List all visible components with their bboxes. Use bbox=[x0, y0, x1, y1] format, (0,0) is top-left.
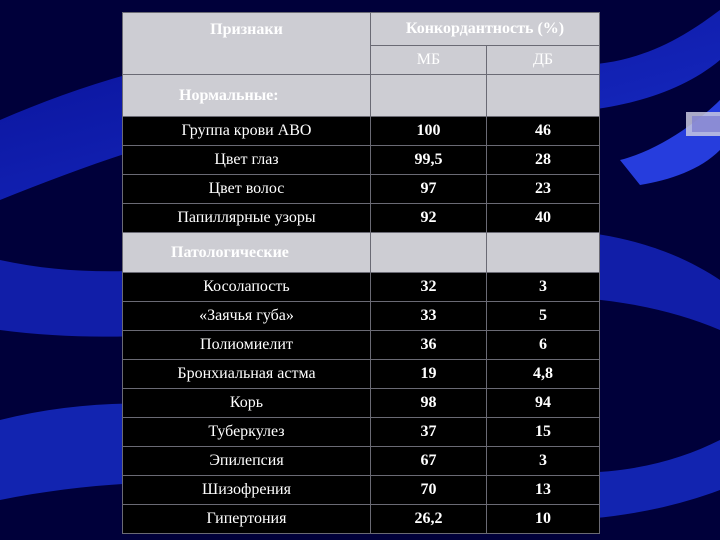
header-mz: МБ bbox=[371, 46, 487, 75]
trait-name: Полиомиелит bbox=[123, 331, 371, 360]
trait-name: Папиллярные узоры bbox=[123, 204, 371, 233]
mz-value: 26,2 bbox=[371, 505, 487, 534]
mz-value: 98 bbox=[371, 389, 487, 418]
mz-value: 92 bbox=[371, 204, 487, 233]
header-trait: Признаки bbox=[123, 13, 371, 75]
mz-value: 67 bbox=[371, 447, 487, 476]
section-normal-empty-dz bbox=[487, 75, 600, 117]
header-concordance: Конкордантность (%) bbox=[371, 13, 600, 46]
header-row-1 bbox=[123, 13, 600, 46]
dz-value: 46 bbox=[487, 117, 600, 146]
dz-value: 23 bbox=[487, 175, 600, 204]
table-row bbox=[123, 360, 600, 389]
table-row bbox=[123, 175, 600, 204]
table-row bbox=[123, 389, 600, 418]
section-pathological-empty-dz bbox=[487, 233, 600, 273]
section-normal-empty-mz bbox=[371, 75, 487, 117]
dz-value: 10 bbox=[487, 505, 600, 534]
table-row bbox=[123, 302, 600, 331]
trait-name: Туберкулез bbox=[123, 418, 371, 447]
trait-name: Гипертония bbox=[123, 505, 371, 534]
concordance-table bbox=[122, 12, 600, 534]
trait-name: Группа крови АВО bbox=[123, 117, 371, 146]
table-row bbox=[123, 204, 600, 233]
trait-name: Эпилепсия bbox=[123, 447, 371, 476]
mz-value: 100 bbox=[371, 117, 487, 146]
header-dz: ДБ bbox=[487, 46, 600, 75]
section-pathological-empty-mz bbox=[371, 233, 487, 273]
dz-value: 3 bbox=[487, 447, 600, 476]
trait-name: Бронхиальная астма bbox=[123, 360, 371, 389]
table-row bbox=[123, 331, 600, 360]
mz-value: 99,5 bbox=[371, 146, 487, 175]
trait-name: «Заячья губа» bbox=[123, 302, 371, 331]
dz-value: 40 bbox=[487, 204, 600, 233]
table-row bbox=[123, 273, 600, 302]
table-row bbox=[123, 447, 600, 476]
mz-value: 19 bbox=[371, 360, 487, 389]
table-row bbox=[123, 117, 600, 146]
trait-name: Шизофрения bbox=[123, 476, 371, 505]
mz-value: 36 bbox=[371, 331, 487, 360]
table-row bbox=[123, 505, 600, 534]
table-row bbox=[123, 418, 600, 447]
section-pathological-label: Патологические bbox=[123, 233, 371, 273]
table-row bbox=[123, 476, 600, 505]
mz-value: 37 bbox=[371, 418, 487, 447]
mz-value: 32 bbox=[371, 273, 487, 302]
dz-value: 4,8 bbox=[487, 360, 600, 389]
section-normal-row bbox=[123, 75, 600, 117]
trait-name: Цвет волос bbox=[123, 175, 371, 204]
mz-value: 70 bbox=[371, 476, 487, 505]
dz-value: 28 bbox=[487, 146, 600, 175]
mz-value: 33 bbox=[371, 302, 487, 331]
trait-name: Корь bbox=[123, 389, 371, 418]
trait-name: Цвет глаз bbox=[123, 146, 371, 175]
dz-value: 5 bbox=[487, 302, 600, 331]
dz-value: 6 bbox=[487, 331, 600, 360]
section-normal-label: Нормальные: bbox=[123, 75, 371, 117]
dz-value: 15 bbox=[487, 418, 600, 447]
table-row bbox=[123, 146, 600, 175]
trait-name: Косолапость bbox=[123, 273, 371, 302]
mz-value: 97 bbox=[371, 175, 487, 204]
dz-value: 13 bbox=[487, 476, 600, 505]
section-pathological-row bbox=[123, 233, 600, 273]
dz-value: 94 bbox=[487, 389, 600, 418]
dz-value: 3 bbox=[487, 273, 600, 302]
